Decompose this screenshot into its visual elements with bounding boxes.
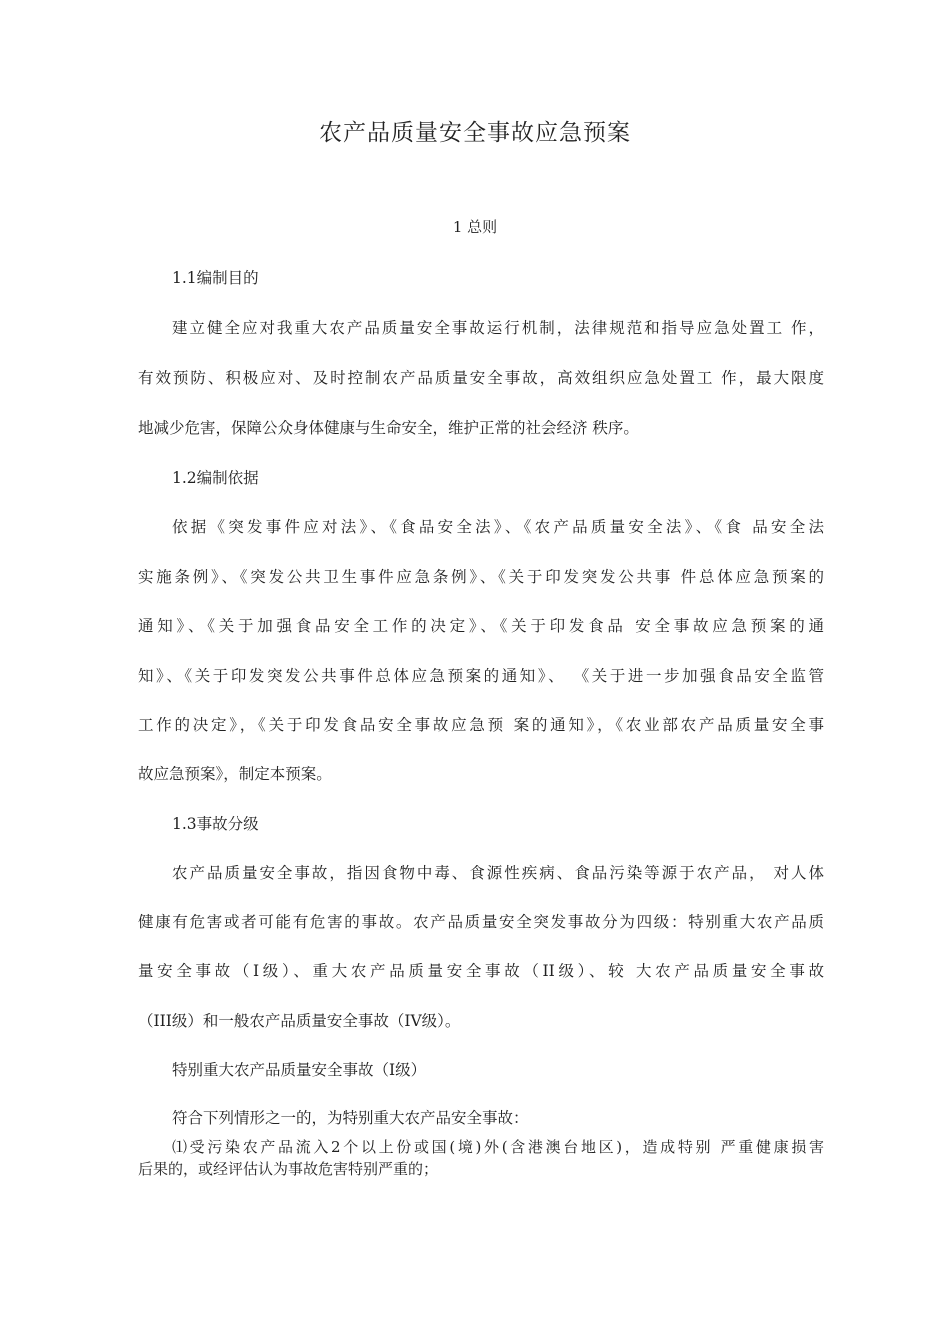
paragraph-classification-line: （III级）和一般农产品质量安全事故（IV级）。	[138, 1012, 461, 1030]
paragraph-basis-line: 工作的决定》，《关于印发食品安全事故应急预 案的通知》，《农业部农产品质量安全事	[138, 716, 824, 734]
paragraph-purpose-line: 地减少危害，保障公众身体健康与生命安全，维护正常的社会经济 秩序。	[138, 419, 639, 437]
subheading-basis: 1.2编制依据	[172, 469, 259, 487]
paragraph-basis-line: 实施条例》、《突发公共卫生事件应急条例》、《关于印发突发公共事 件总体应急预案的	[138, 568, 824, 586]
paragraph-classification-line: 量安全事故（I级）、重大农产品质量安全事故（II级）、较 大农产品质量安全事故	[138, 962, 824, 980]
paragraph-basis-line: 故应急预案》，制定本预案。	[138, 765, 332, 783]
paragraph-basis-line: 通知》、《关于加强食品安全工作的决定》、《关于印发食品 安全事故应急预案的通	[138, 617, 824, 635]
level-1-item-line: 后果的，或经评估认为事故危害特别严重的；	[138, 1160, 439, 1178]
paragraph-basis-line: 知》、《关于印发突发公共事件总体应急预案的通知》、 《关于进一步加强食品安全监管	[138, 667, 824, 685]
paragraph-basis-line: 依据《突发事件应对法》、《食品安全法》、《农产品质量安全法》、《食 品安全法	[172, 518, 824, 536]
paragraph-purpose-line: 有效预防、积极应对、及时控制农产品质量安全事故，高效组织应急处置工 作，最大限度	[138, 369, 824, 387]
section-heading-general: 1 总则	[452, 218, 498, 236]
subheading-purpose: 1.1编制目的	[172, 269, 259, 287]
level-1-intro: 符合下列情形之一的，为特别重大农产品安全事故：	[172, 1109, 529, 1127]
level-1-item-line: ⑴受污染农产品流入2个以上份或国(境)外(含港澳台地区)，造成特别 严重健康损害	[172, 1138, 824, 1156]
paragraph-purpose-line: 建立健全应对我重大农产品质量安全事故运行机制，法律规范和指导应急处置工 作，	[172, 319, 824, 337]
subheading-classification: 1.3事故分级	[172, 815, 259, 833]
paragraph-classification-line: 健康有危害或者可能有危害的事故。农产品质量安全突发事故分为四级：特别重大农产品质	[138, 913, 824, 931]
document-title: 农产品质量安全事故应急预案	[319, 120, 631, 146]
paragraph-classification-line: 农产品质量安全事故，指因食物中毒、食源性疾病、食品污染等源于农产品， 对人体	[172, 864, 824, 882]
level-1-heading: 特别重大农产品质量安全事故（I级）	[172, 1061, 427, 1079]
